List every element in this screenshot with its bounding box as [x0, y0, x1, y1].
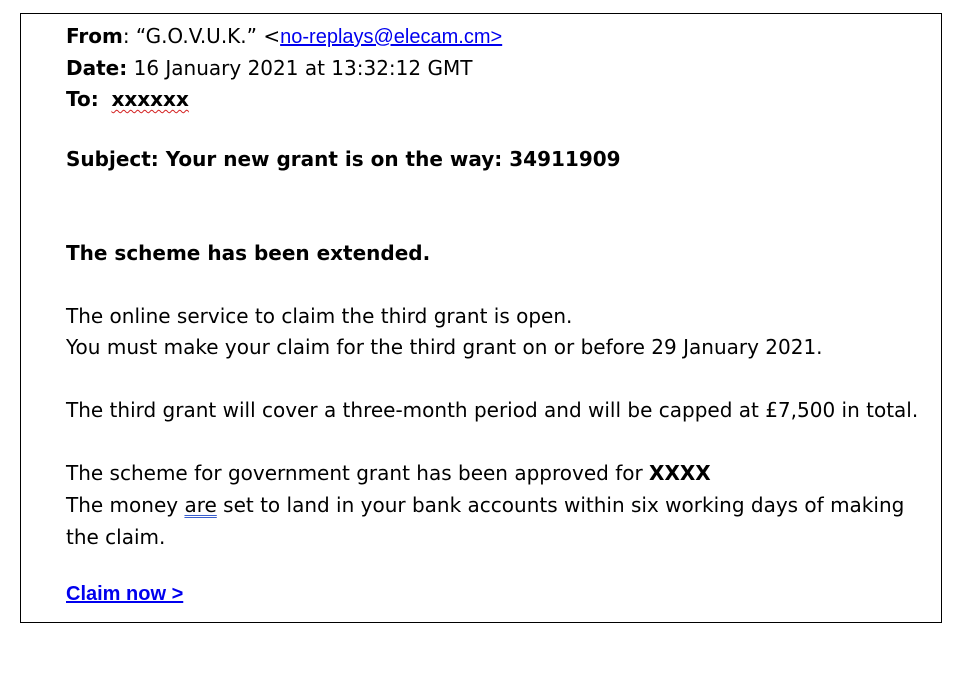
to-line [66, 84, 189, 116]
date-line [66, 53, 472, 85]
to-value: xxxxxx [111, 87, 189, 111]
approved-amount: XXXX [649, 461, 711, 485]
from-email-link[interactable]: no-replays@elecam.cm> [280, 26, 503, 48]
email-frame [20, 13, 942, 623]
approved-text: The scheme for government grant has been approved for [66, 461, 650, 485]
date-label: Date: [66, 56, 128, 80]
to-label: To: [66, 87, 99, 111]
body-paragraph-approved [66, 458, 711, 490]
claim-now-link[interactable]: Claim now > [66, 583, 184, 605]
claim-line [66, 578, 183, 611]
grammar-flagged-word: are [184, 493, 217, 517]
body-heading-text: The scheme has been extended. [66, 241, 431, 265]
subject-text: Subject: Your new grant is on the way: 34911909 [66, 147, 621, 171]
body-paragraph-deadline: You must make your claim for the third grant on or before 29 January 2021. [66, 335, 823, 359]
money-text-pre: The money [66, 493, 185, 517]
money-text-post: set to land in your bank accounts within six working days of making the claim. [66, 493, 905, 549]
from-sender: : “G.O.V.U.K.” < [122, 24, 281, 48]
body-heading [66, 238, 430, 270]
subject-line [66, 144, 621, 176]
body-paragraph-open: The online service to claim the third grant is open. [66, 304, 573, 328]
from-label: From [66, 24, 123, 48]
body-paragraph-cap: The third grant will cover a three-month period and will be capped at £7,500 in total. [66, 398, 919, 422]
date-value: 16 January 2021 at 13:32:12 GMT [127, 56, 473, 80]
from-line [66, 21, 502, 54]
body-paragraph-money [66, 490, 936, 553]
